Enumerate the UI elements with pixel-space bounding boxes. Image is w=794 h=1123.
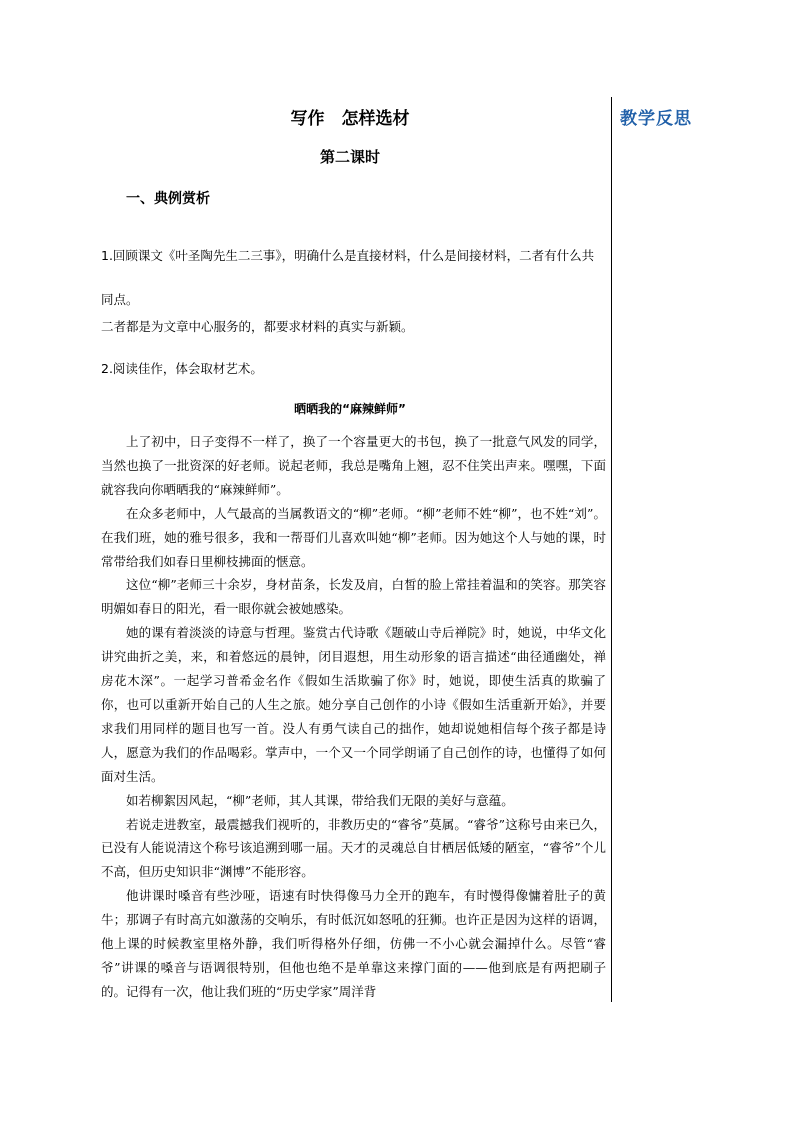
question-item-2: 2.阅读佳作，体会取材艺术。 — [101, 361, 263, 376]
essay-body — [101, 430, 606, 1004]
essay-paragraph: 她的课有着淡淡的诗意与哲理。鉴赏古代诗歌《题破山寺后禅院》时，她说，中华文化讲究曲折之美，来，和着悠远的晨钟，闭目遐想，用生动形象的语言描述“曲径通幽处，禅房花木深”。一起学习普希金名作《假如生活欺骗了你》时，她说，即使生活真的欺骗了你，也可以重新开始自己的人生之旅。她分享自己创作的小诗《假如生活重新开始》，并要求我们用同样的题目也写一首。没人有勇气读自己的拙作，她却说她相信每个孩子都是诗人，愿意为我们的作品喝彩。掌声中，一个又一个同学朗诵了自己创作的诗，也懂得了如何面对生活。 — [101, 625, 606, 784]
page-title: 写作 怎样选材 — [290, 109, 410, 129]
answer-text: 二者都是为文章中心服务的，都要求材料的真实与新颖。 — [101, 319, 414, 334]
column-divider — [611, 97, 612, 1002]
essay-paragraph: 他讲课时嗓音有些沙哑，语速有时快得像马力全开的跑车，有时慢得像慵着肚子的黄牛；那调子有时高亢如激荡的交响乐，有时低沉如怒吼的狂狮。也许正是因为这样的语调，他上课的时候教室里格外静，我们听得格外仔细，仿佛一不小心就会漏掉什么。尽管“睿爷”讲课的嗓音与语调很特别，但他也绝不是单靠这来撑门面的——他到底是有两把刷子的。记得有一次，他让我们班的“历史学家”周洋背 — [101, 888, 606, 999]
reflection-column-title: 教学反思 — [620, 109, 692, 129]
lesson-subtitle: 第二课时 — [319, 148, 380, 166]
essay-title: 晒晒我的“麻辣鲜师” — [294, 402, 406, 416]
essay-paragraph: 上了初中，日子变得不一样了，换了一个容量更大的书包，换了一批意气风发的同学，当然也换了一批资深的好老师。说起老师，我总是嘴角上翘，忍不住笑出声来。嘿嘿，下面就容我向你晒晒我的“麻辣鲜师”。 — [101, 434, 606, 497]
section-heading: 一、典例赏析 — [126, 191, 210, 207]
essay-paragraph: 在众多老师中，人气最高的当属教语文的“柳”老师。“柳”老师不姓“柳”，也不姓“刘”。在我们班，她的雅号很多，我和一帮哥们儿喜欢叫她“柳”老师。因为她这个人与她的课，时常带给我们如春日里柳枝拂面的惬意。 — [101, 505, 606, 569]
question-item-1: 1.回顾课文《叶圣陶先生二三事》，明确什么是直接材料，什么是间接材料，二者有什么共同点。 — [101, 248, 595, 307]
essay-paragraph: 这位“柳”老师三十余岁，身材苗条，长发及肩，白皙的脸上常挂着温和的笑容。那笑容明媚如春日的阳光，看一眼你就会被她感染。 — [101, 577, 606, 617]
essay-paragraph: 若说走进教室，最震撼我们视听的，非教历史的“睿爷”莫属。“睿爷”这称号由来已久，已没有人能说清这个称号该追溯到哪一届。天才的灵魂总自甘栖居低矮的陋室，“睿爷”个儿不高，但历史知识非“渊博”不能形容。 — [101, 816, 606, 880]
essay-paragraph: 如若柳絮因风起，“柳”老师，其人其课，带给我们无限的美好与意蕴。 — [126, 792, 514, 808]
